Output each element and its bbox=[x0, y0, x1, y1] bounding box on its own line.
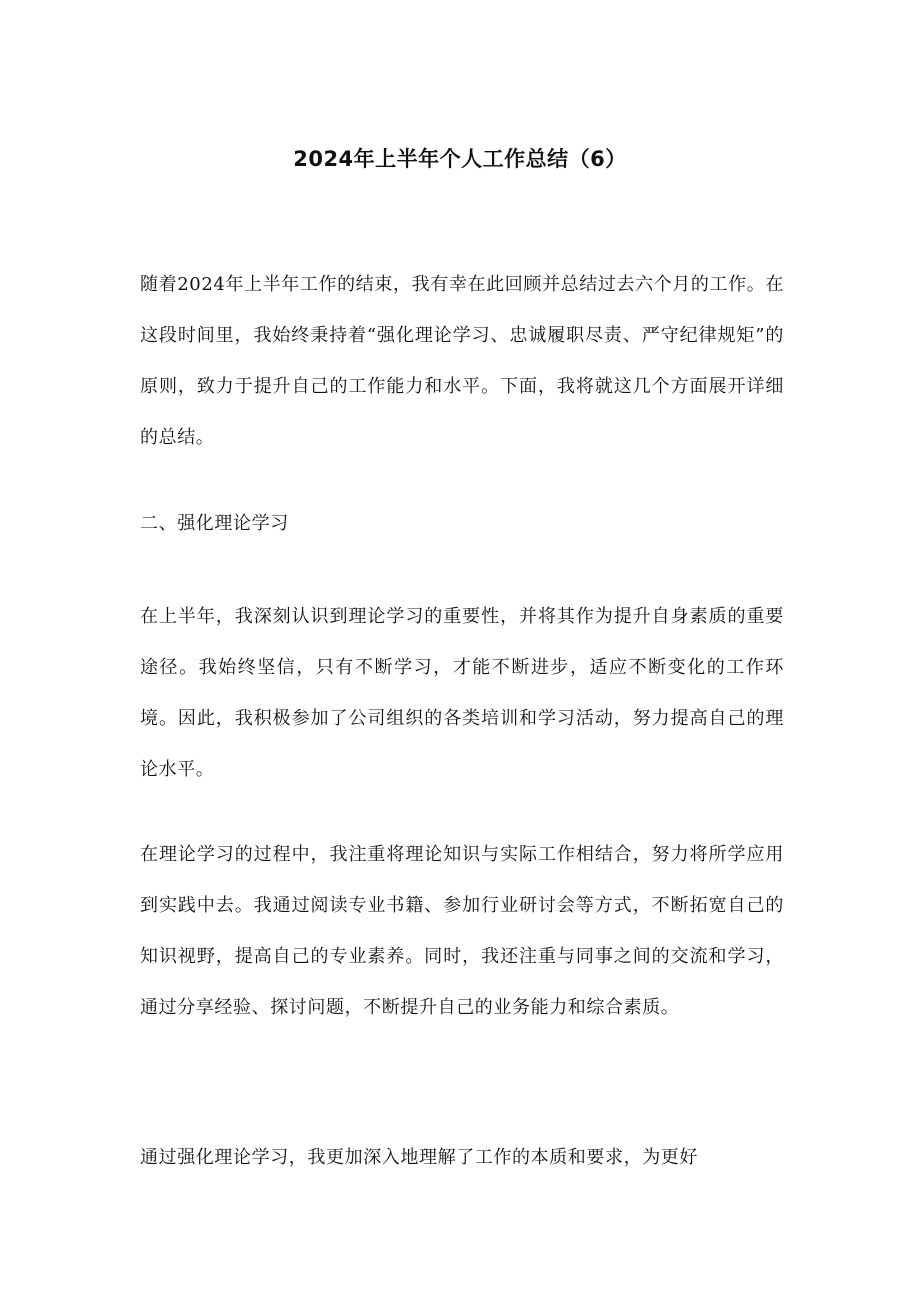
body-paragraph-2: 在理论学习的过程中，我注重将理论知识与实际工作相结合，努力将所学应用到实践中去。我通过阅读专业书籍、参加行业研讨会等方式，不断拓宽自己的知识视野，提高自己的专业素养。同时，我还注重与同事之间的交流和学习，通过分享经验、探讨问题，不断提升自己的业务能力和综合素质。 bbox=[140, 844, 784, 1018]
document-title: 2024年上半年个人工作总结（6） bbox=[293, 147, 627, 171]
body-paragraph-1: 在上半年，我深刻认识到理论学习的重要性，并将其作为提升自身素质的重要途径。我始终坚信，只有不断学习，才能不断进步，适应不断变化的工作环境。因此，我积极参加了公司组织的各类培训和学习活动，努力提高自己的理论水平。 bbox=[140, 606, 784, 780]
body-paragraph-3: 通过强化理论学习，我更加深入地理解了工作的本质和要求，为更好 bbox=[140, 1147, 698, 1168]
section-heading: 二、强化理论学习 bbox=[140, 513, 289, 534]
intro-paragraph: 随着2024年上半年工作的结束，我有幸在此回顾并总结过去六个月的工作。在这段时间里，我始终秉持着“强化理论学习、忠诚履职尽责、严守纪律规矩”的原则，致力于提升自己的工作能力和水平。下面，我将就这几个方面展开详细的总结。 bbox=[140, 274, 784, 448]
